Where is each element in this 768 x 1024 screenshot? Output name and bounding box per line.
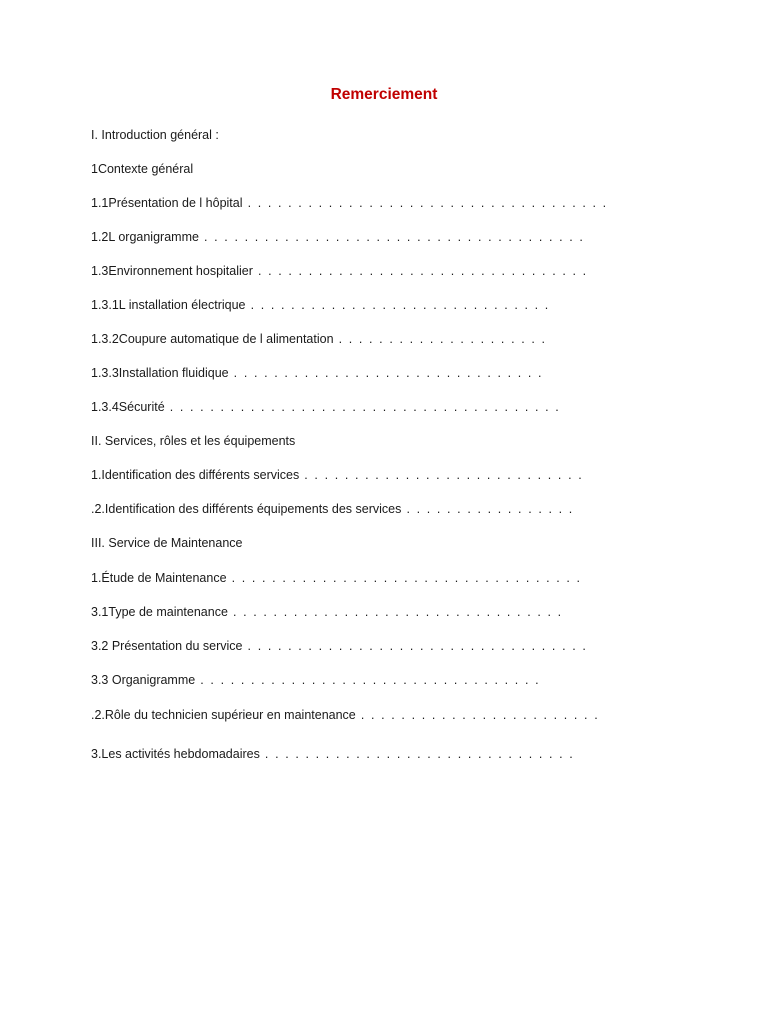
toc-leader-dots: . . . . . . . . . . . . . . . . . . . . . bbox=[333, 332, 547, 346]
toc-entry-text: 1.3.4Sécurité bbox=[91, 400, 165, 414]
toc-leader-dots: . . . . . . . . . . . . . . . . . . . . . . . . . . . . . . . . . . bbox=[242, 639, 588, 653]
toc-leader-dots: . . . . . . . . . . . . . . . . . . . . . . . . . . . . bbox=[299, 468, 584, 482]
toc-entry bbox=[91, 228, 584, 246]
toc-entry bbox=[91, 432, 295, 450]
toc-entry bbox=[91, 569, 582, 587]
toc-entry-text: 1.1Présentation de l hôpital bbox=[91, 196, 243, 210]
toc-leader-dots: . . . . . . . . . . . . . . . . . . . . . . . . . . . . . . . bbox=[259, 747, 575, 761]
toc-entry-text: I. Introduction général : bbox=[91, 128, 219, 142]
toc-leader-dots: . . . . . . . . . . . . . . . . . . . . . . . . . . . . . . . . . . . . bbox=[242, 196, 608, 210]
toc-entry bbox=[91, 745, 574, 763]
toc-entry-text: 3.Les activités hebdomadaires bbox=[91, 747, 260, 761]
toc-entry-text: 1.3.1L installation électrique bbox=[91, 298, 246, 312]
toc-leader-dots: . . . . . . . . . . . . . . . . . bbox=[401, 502, 574, 516]
toc-leader-dots: . . . . . . . . . . . . . . . . . . . . . . . . . . . . . . . bbox=[228, 366, 544, 380]
toc-leader-dots: . . . . . . . . . . . . . . . . . . . . . . . . . . . . . . bbox=[245, 298, 550, 312]
toc-entry-text: 1.3.2Coupure automatique de l alimentation bbox=[91, 332, 334, 346]
toc-entry bbox=[91, 330, 547, 348]
page-title: Remerciement bbox=[330, 86, 438, 103]
toc-entry-text: 1.Identification des différents services bbox=[91, 468, 300, 482]
toc-entry-text: II. Services, rôles et les équipements bbox=[91, 434, 296, 448]
toc-leader-dots: . . . . . . . . . . . . . . . . . . . . . . . . . . . . . . . . . . . bbox=[226, 571, 582, 585]
toc-entry-text: 3.3 Organigramme bbox=[91, 673, 196, 687]
toc-entry bbox=[91, 398, 560, 416]
toc-entry bbox=[91, 160, 193, 178]
toc-entry bbox=[91, 603, 563, 621]
toc-leader-dots: . . . . . . . . . . . . . . . . . . . . . . . . . . . . . . . . . bbox=[227, 605, 563, 619]
toc-entry bbox=[91, 500, 574, 518]
toc-entry bbox=[91, 534, 242, 552]
toc-entry-text: .2.Rôle du technicien supérieur en maintenance bbox=[91, 708, 356, 722]
toc-entry bbox=[91, 262, 588, 280]
toc-entry-text: 1.Étude de Maintenance bbox=[91, 571, 227, 585]
toc-entry-text: 1Contexte général bbox=[91, 162, 194, 176]
toc-leader-dots: . . . . . . . . . . . . . . . . . . . . . . . . . . . . . . . . . . . . . . . bbox=[164, 400, 561, 414]
toc-leader-dots: . . . . . . . . . . . . . . . . . . . . . . . . . . . . . . . . . bbox=[252, 264, 588, 278]
toc-entry bbox=[91, 194, 608, 212]
toc-entry bbox=[91, 466, 583, 484]
toc-leader-dots: . . . . . . . . . . . . . . . . . . . . . . . . . . . . . . . . . . bbox=[195, 673, 541, 687]
toc-entry bbox=[91, 296, 550, 314]
toc-entry-text: 1.3.3Installation fluidique bbox=[91, 366, 229, 380]
toc-entry bbox=[91, 671, 540, 689]
toc-leader-dots: . . . . . . . . . . . . . . . . . . . . . . . . . . . . . . . . . . . . . . bbox=[198, 230, 585, 244]
toc-entry-text: .2.Identification des différents équipements des services bbox=[91, 502, 402, 516]
toc-entry bbox=[91, 706, 599, 724]
toc-entry bbox=[91, 126, 219, 144]
toc-entry bbox=[91, 637, 587, 655]
toc-entry bbox=[91, 364, 543, 382]
toc-entry-text: 3.1Type de maintenance bbox=[91, 605, 228, 619]
toc-entry-text: III. Service de Maintenance bbox=[91, 536, 243, 550]
toc-entry-text: 1.2L organigramme bbox=[91, 230, 199, 244]
toc-entry-text: 1.3Environnement hospitalier bbox=[91, 264, 253, 278]
toc-leader-dots: . . . . . . . . . . . . . . . . . . . . . . . . bbox=[355, 708, 600, 722]
toc-entry-text: 3.2 Présentation du service bbox=[91, 639, 243, 653]
